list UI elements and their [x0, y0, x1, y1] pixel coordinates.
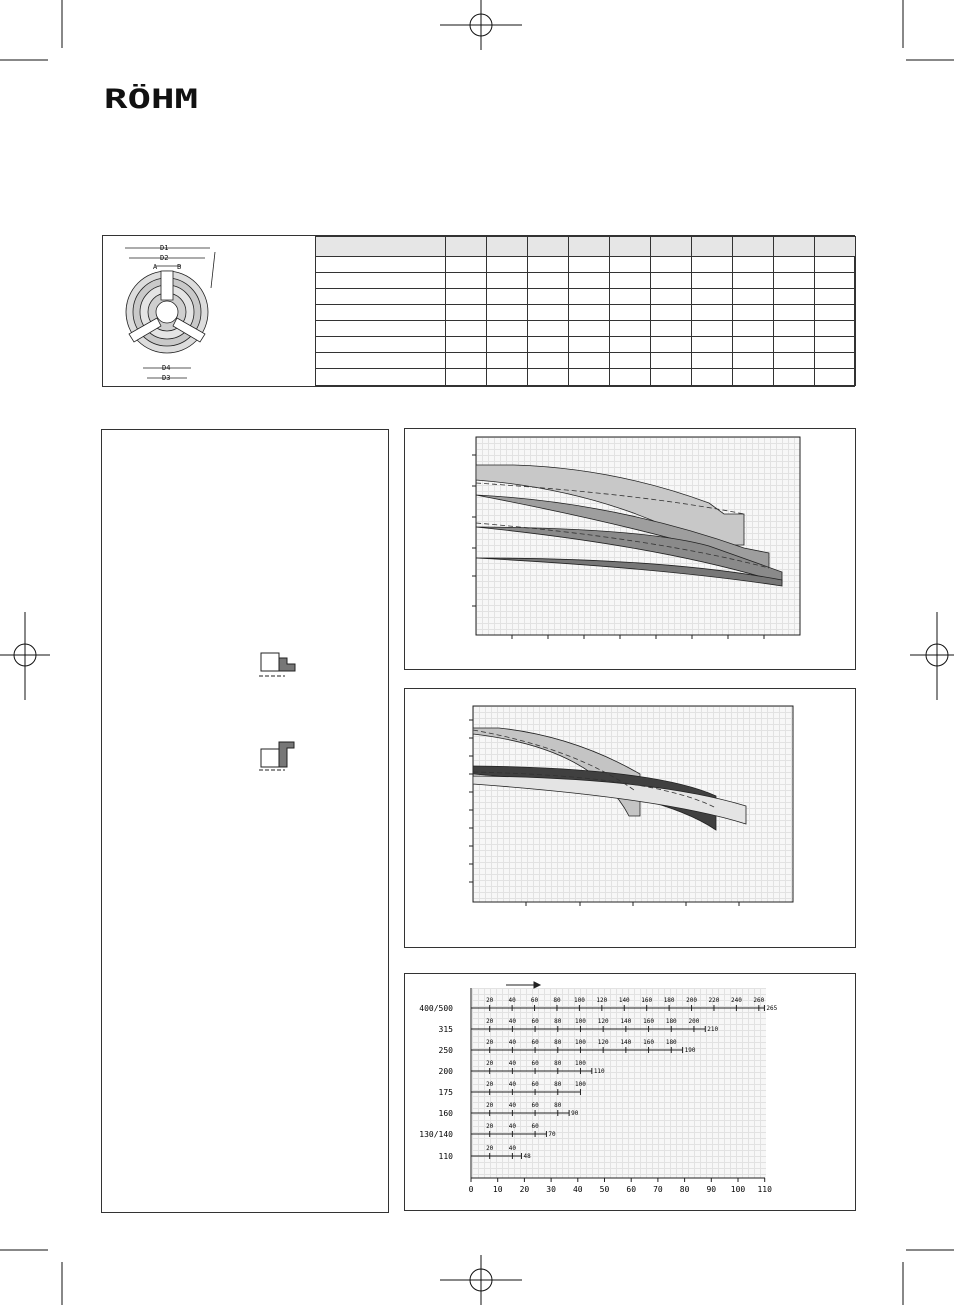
spec-cell	[487, 289, 528, 305]
label-a: A	[153, 263, 158, 271]
chart-3-row-label: 130/140	[419, 1130, 453, 1139]
spec-cell	[815, 273, 856, 289]
spec-cell	[651, 337, 692, 353]
spec-cell	[446, 289, 487, 305]
chart-3-row-tick-label: 160	[643, 1018, 654, 1025]
spec-row	[316, 353, 856, 369]
chart-3-row-end-label: 190	[684, 1047, 696, 1054]
chart-3-row-tick-label: 100	[575, 1060, 586, 1067]
label-d2: D2	[160, 254, 169, 262]
spec-cell	[316, 321, 446, 337]
spec-cell	[815, 321, 856, 337]
chart-3-row-tick-label: 60	[531, 1102, 539, 1109]
spec-cell	[487, 305, 528, 321]
spec-table	[315, 236, 856, 386]
spec-cell	[733, 337, 774, 353]
chart-2	[404, 688, 856, 948]
chart-3-row-tick-label: 180	[665, 1039, 677, 1046]
spec-cell	[569, 257, 610, 273]
spec-cell	[316, 237, 446, 257]
chart-3-row-end-label: 110	[593, 1068, 605, 1075]
spec-cell	[316, 353, 446, 369]
spec-cell	[692, 369, 733, 386]
spec-cell	[487, 353, 528, 369]
spec-cell	[774, 353, 815, 369]
chart-3-row	[419, 997, 777, 1013]
spec-cell	[487, 369, 528, 386]
chart-3-row-tick-label: 20	[486, 1018, 494, 1025]
spec-cell	[569, 369, 610, 386]
spec-cell	[733, 321, 774, 337]
spec-cell	[692, 321, 733, 337]
chart-1-bands	[476, 465, 782, 586]
spec-cell	[569, 237, 610, 257]
chart-3-row-tick-label: 80	[554, 1018, 562, 1025]
spec-row	[316, 237, 856, 257]
chart-3-row-tick-label: 180	[665, 1018, 677, 1025]
spec-cell	[815, 337, 856, 353]
spec-cell	[528, 369, 569, 386]
chart-3-row-tick-label: 20	[486, 997, 494, 1004]
chart-3-row-end-label: 48	[523, 1153, 531, 1160]
spec-cell	[569, 353, 610, 369]
spec-row	[316, 289, 856, 305]
chart-3-row-label: 250	[438, 1046, 453, 1055]
spec-row	[316, 337, 856, 353]
spec-cell	[610, 353, 651, 369]
chart-3-row	[439, 1145, 532, 1161]
chart-3-row-tick-label: 120	[597, 1018, 609, 1025]
chart-3-row-tick-label: 180	[663, 997, 675, 1004]
chart-3-row-tick-label: 40	[508, 1060, 517, 1067]
chart-3-row-tick-label: 100	[573, 997, 585, 1004]
chart-3-row	[439, 1018, 719, 1034]
chart-3-row-tick-label: 220	[708, 997, 720, 1004]
spec-cell	[815, 369, 856, 386]
chart-3-row-tick-label: 80	[554, 1060, 562, 1067]
chart-3-row-label: 315	[438, 1025, 453, 1034]
spec-cell	[692, 289, 733, 305]
spec-cell	[528, 321, 569, 337]
spec-cell	[487, 273, 528, 289]
spec-cell	[446, 321, 487, 337]
spec-cell	[610, 305, 651, 321]
chart-3-axis-label: 50	[599, 1185, 610, 1194]
chart-3-row-tick-label: 40	[508, 1081, 517, 1088]
spec-row	[316, 305, 856, 321]
spec-cell	[487, 257, 528, 273]
chart-3-row	[439, 1060, 605, 1076]
chart-3-axis-label: 90	[706, 1185, 717, 1194]
chart-3-row-tick-label: 80	[554, 1102, 562, 1109]
chart-3-row-tick-label: 120	[596, 997, 608, 1004]
chart-3-row-end-label: 265	[766, 1005, 778, 1012]
chart-3-axis-label: 20	[519, 1185, 530, 1194]
chart-3-row-tick-label: 40	[508, 1123, 517, 1130]
spec-cell	[528, 237, 569, 257]
chart-3-row-tick-label: 200	[686, 997, 697, 1004]
chart-3-row-label: 400/500	[419, 1004, 453, 1013]
chart-3-axis-label: 100	[730, 1185, 746, 1194]
spec-cell	[316, 369, 446, 386]
chart-3-row-end-label: 70	[548, 1131, 556, 1138]
chart-3-axis-label: 0	[468, 1185, 474, 1194]
spec-cell	[651, 289, 692, 305]
chart-2-bands	[473, 728, 746, 830]
spec-cell	[733, 353, 774, 369]
spec-cell	[316, 273, 446, 289]
chart-3-row-tick-label: 160	[643, 1039, 654, 1046]
spec-row	[316, 369, 856, 386]
spec-cell	[446, 353, 487, 369]
chart-3-row-label: 160	[438, 1109, 453, 1118]
spec-cell	[446, 273, 487, 289]
spec-row	[316, 257, 856, 273]
spec-cell	[651, 321, 692, 337]
chart-3-arrow-icon	[506, 982, 540, 988]
chart-3-row-end-label: 210	[707, 1026, 719, 1033]
chart-3-row-tick-label: 20	[486, 1060, 494, 1067]
spec-cell	[316, 289, 446, 305]
spec-cell	[692, 237, 733, 257]
spec-cell	[651, 237, 692, 257]
chart-3-row-label: 110	[438, 1152, 453, 1161]
spec-cell	[774, 321, 815, 337]
spec-cell	[569, 321, 610, 337]
label-b: B	[177, 263, 182, 271]
spec-cell	[528, 289, 569, 305]
spec-cell	[692, 273, 733, 289]
chart-3-row-tick-label: 20	[486, 1145, 494, 1152]
spec-cell	[692, 257, 733, 273]
spec-cell	[692, 337, 733, 353]
chart-3-axis-label: 40	[572, 1185, 583, 1194]
chart-3-row-tick-label: 20	[486, 1123, 494, 1130]
chart-3-row-tick-label: 260	[753, 997, 765, 1004]
spec-cell	[733, 237, 774, 257]
chart-3-row-tick-label: 80	[554, 1039, 562, 1046]
chart-3-axis-label: 110	[757, 1185, 772, 1194]
spec-cell	[610, 237, 651, 257]
chart-3-row-tick-label: 40	[508, 1018, 517, 1025]
spec-cell	[487, 321, 528, 337]
chart-3-row-tick-label: 100	[575, 1018, 586, 1025]
spec-cell	[316, 305, 446, 321]
chart-3	[404, 973, 856, 1211]
spec-cell	[733, 305, 774, 321]
spec-cell	[528, 353, 569, 369]
chart-3-row-tick-label: 80	[554, 1081, 562, 1088]
spec-cell	[528, 257, 569, 273]
chart-3-row-tick-label: 140	[620, 1018, 632, 1025]
chart-3-axis-label: 70	[653, 1185, 663, 1194]
spec-cell	[651, 369, 692, 386]
chart-3-row-tick-label: 240	[730, 997, 742, 1004]
spec-cell	[610, 257, 651, 273]
spec-cell	[528, 337, 569, 353]
spec-cell	[569, 273, 610, 289]
chart-3-row-tick-label: 200	[688, 1018, 700, 1025]
jaw-icon-step-down	[257, 650, 299, 684]
spec-cell	[774, 237, 815, 257]
spec-cell	[651, 257, 692, 273]
chart-3-row	[439, 1102, 579, 1118]
jaw-icon-step-up	[257, 740, 299, 774]
chart-3-row	[439, 1039, 696, 1055]
chart-3-row-tick-label: 40	[508, 1102, 517, 1109]
spec-cell	[815, 289, 856, 305]
spec-cell	[528, 305, 569, 321]
spec-cell	[733, 273, 774, 289]
label-d4: D4	[162, 364, 171, 372]
spec-cell	[815, 237, 856, 257]
spec-cell	[774, 305, 815, 321]
chart-3-row-tick-label: 40	[508, 1039, 517, 1046]
chart-3-axis-label: 60	[626, 1185, 637, 1194]
spec-cell	[446, 305, 487, 321]
spec-cell	[446, 237, 487, 257]
chart-3-row-tick-label: 60	[531, 1123, 539, 1130]
spec-cell	[487, 237, 528, 257]
chart-3-row-tick-label: 60	[531, 1081, 539, 1088]
spec-cell	[774, 273, 815, 289]
chart-3-row	[439, 1081, 587, 1097]
chart-3-row-tick-label: 40	[508, 997, 516, 1004]
spec-cell	[316, 257, 446, 273]
brand-logo	[104, 84, 200, 112]
chart-3-row-tick-label: 60	[531, 1060, 539, 1067]
label-d1: D1	[160, 244, 169, 252]
spec-cell	[528, 273, 569, 289]
chart-3-row-tick-label: 80	[553, 997, 561, 1004]
chart-3-row-tick-label: 60	[530, 997, 539, 1004]
spec-cell	[446, 337, 487, 353]
spec-cell	[610, 337, 651, 353]
info-panel	[101, 429, 389, 1213]
spec-cell	[733, 289, 774, 305]
spec-cell	[651, 353, 692, 369]
chart-3-row-tick-label: 100	[575, 1081, 586, 1088]
chart-3-row	[419, 1123, 556, 1139]
chart-3-row-tick-label: 100	[575, 1039, 586, 1046]
chuck-drawing	[115, 238, 225, 383]
chart-3-row-tick-label: 20	[486, 1039, 494, 1046]
spec-cell	[815, 305, 856, 321]
spec-cell	[610, 321, 651, 337]
chart-3-row-tick-label: 60	[531, 1039, 539, 1046]
spec-cell	[569, 289, 610, 305]
spec-cell	[774, 257, 815, 273]
spec-row	[316, 321, 856, 337]
chart-3-axis-label: 80	[679, 1185, 690, 1194]
spec-cell	[733, 257, 774, 273]
chart-3-axis-label: 10	[492, 1185, 503, 1194]
chart-3-row-tick-label: 160	[641, 997, 653, 1004]
chart-3-row-label: 175	[438, 1088, 453, 1097]
spec-cell	[610, 273, 651, 289]
spec-cell	[487, 337, 528, 353]
spec-cell	[569, 305, 610, 321]
chart-3-row-tick-label: 20	[486, 1102, 494, 1109]
chart-3-row-tick-label: 60	[531, 1018, 539, 1025]
spec-cell	[815, 257, 856, 273]
chart-3-row-tick-label: 140	[618, 997, 630, 1004]
spec-cell	[446, 369, 487, 386]
chart-3-row-label: 200	[438, 1067, 453, 1076]
spec-cell	[692, 353, 733, 369]
spec-cell	[774, 289, 815, 305]
chart-3-row-tick-label: 120	[597, 1039, 609, 1046]
chart-1	[404, 428, 856, 670]
chart-3-row-tick-label: 20	[486, 1081, 494, 1088]
label-d3: D3	[162, 374, 171, 382]
spec-cell	[774, 369, 815, 386]
spec-cell	[446, 257, 487, 273]
spec-cell	[733, 369, 774, 386]
spec-cell	[569, 337, 610, 353]
spec-cell	[651, 305, 692, 321]
spec-cell	[610, 369, 651, 386]
spec-cell	[610, 289, 651, 305]
chart-3-row-end-label: 90	[571, 1110, 579, 1117]
chart-3-row-tick-label: 40	[508, 1145, 517, 1152]
spec-cell	[651, 273, 692, 289]
chart-3-axis-label: 30	[546, 1185, 556, 1194]
spec-cell	[692, 305, 733, 321]
spec-cell	[316, 337, 446, 353]
spec-cell	[774, 337, 815, 353]
chart-3-row-tick-label: 140	[620, 1039, 632, 1046]
spec-row	[316, 273, 856, 289]
spec-cell	[815, 353, 856, 369]
logo-text: RÖHM	[104, 84, 170, 112]
